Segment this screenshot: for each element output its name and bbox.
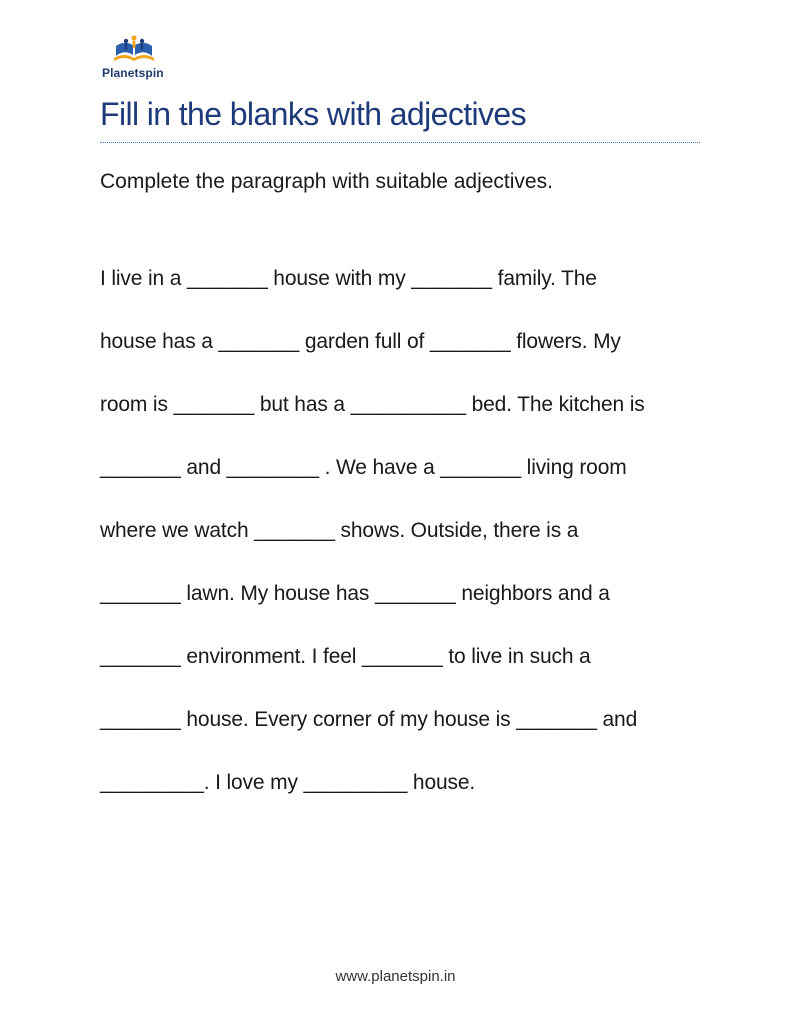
page-title: Fill in the blanks with adjectives [100, 96, 527, 132]
paragraph-line: _______ and ________ . We have a _______ living room [100, 456, 627, 479]
paragraph-line: I live in a _______ house with my _______ family. The [100, 267, 597, 290]
paragraph-line: _______ house. Every corner of my house is _______ and [100, 708, 638, 731]
paragraph-line: _______ lawn. My house has _______ neighbors and a [100, 582, 610, 605]
title-divider [100, 142, 700, 143]
footer-url[interactable]: www.planetspin.in [335, 968, 456, 985]
open-book-with-people-icon [112, 34, 156, 64]
paragraph-line: house has a _______ garden full of _______ flowers. My [100, 330, 621, 353]
paragraph-line: _______ environment. I feel _______ to live in such a [100, 645, 591, 668]
brand-name: Planetspin [102, 66, 164, 80]
paragraph-line: where we watch _______ shows. Outside, there is a [100, 519, 579, 542]
instruction-text: Complete the paragraph with suitable adjectives. [100, 170, 553, 193]
paragraph-line: room is _______ but has a __________ bed. The kitchen is [100, 393, 645, 416]
brand-logo [102, 34, 166, 86]
paragraph-line: _________. I love my _________ house. [100, 771, 476, 794]
